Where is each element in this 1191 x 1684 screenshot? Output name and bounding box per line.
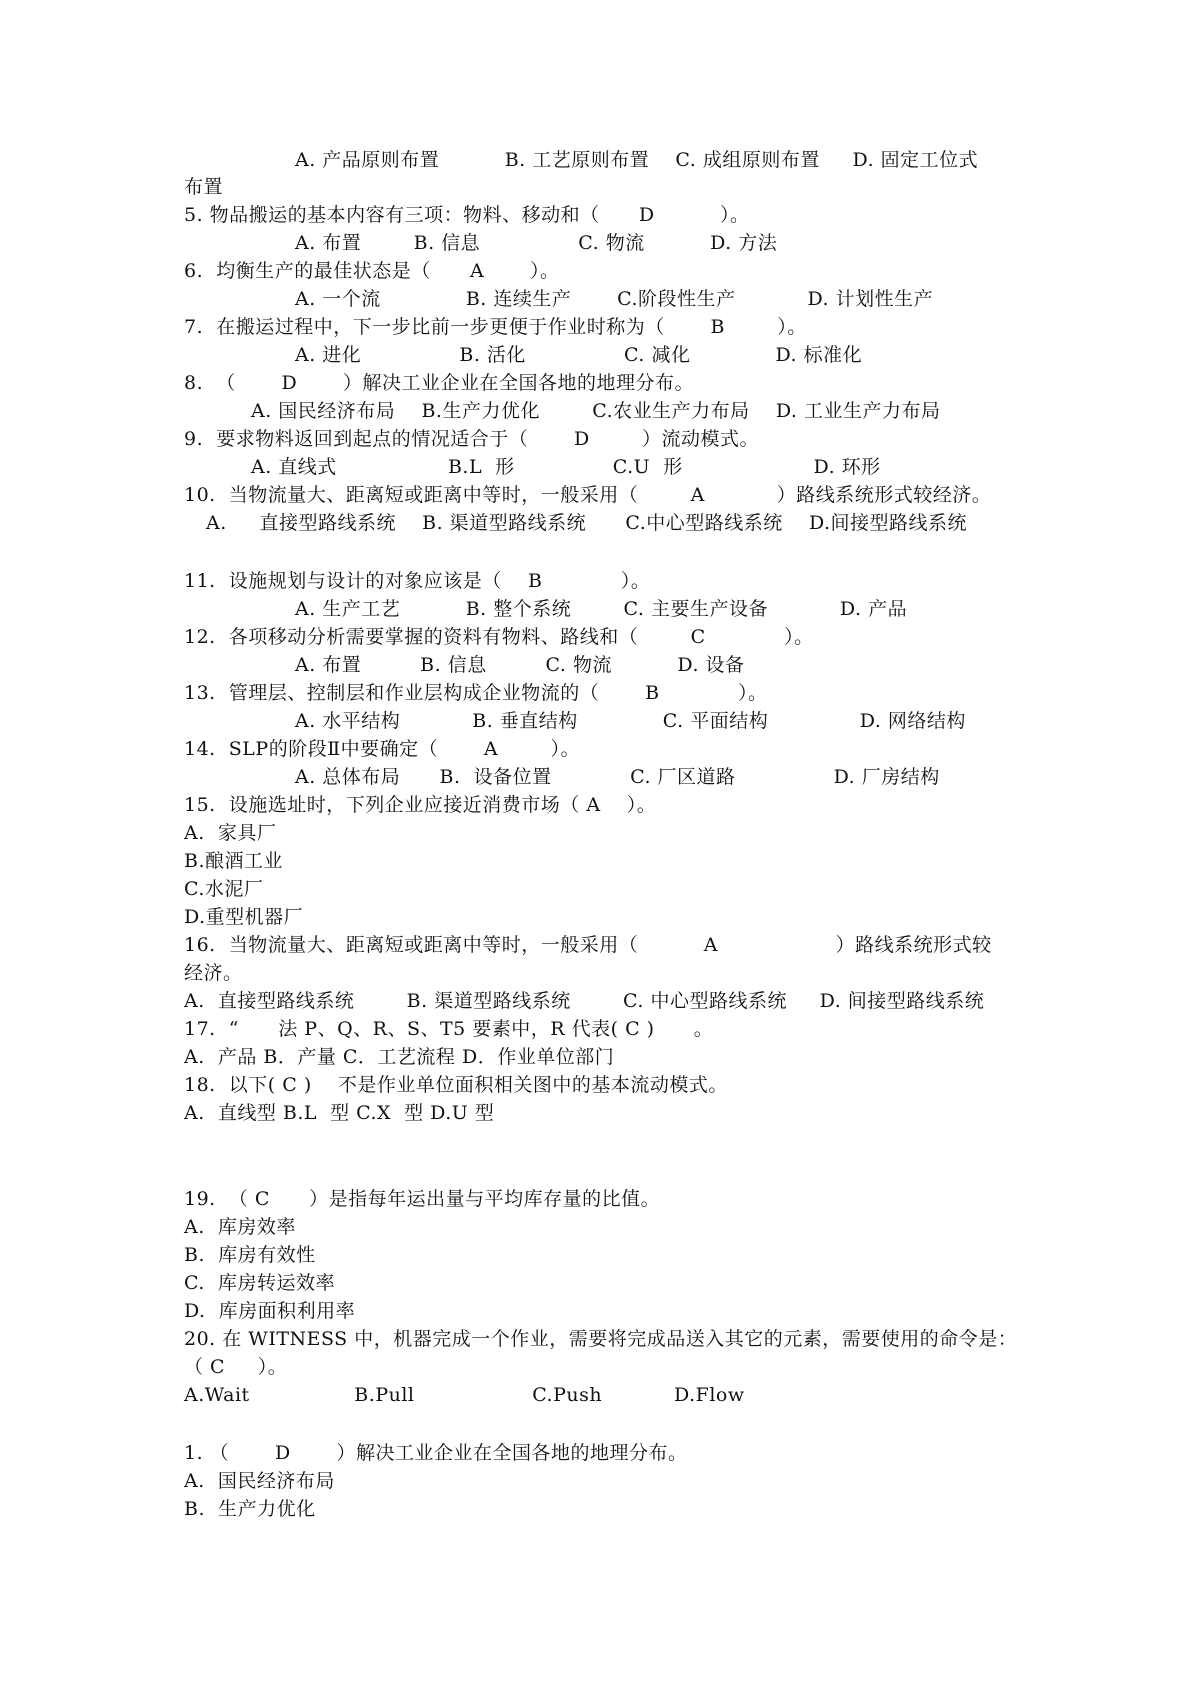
q15-option-c: C.水泥厂 xyxy=(184,878,264,900)
q4-options: A. 产品原则布置 B. 工艺原则布置 C. 成组原则布置 D. 固定工位式 xyxy=(295,149,979,171)
q14-options: A. 总体布局 B. 设备位置 C. 厂区道路 D. 厂房结构 xyxy=(295,766,940,788)
q5-options: A. 布置 B. 信息 C. 物流 D. 方法 xyxy=(295,232,778,254)
q11-options: A. 生产工艺 B. 整个系统 C. 主要生产设备 D. 产品 xyxy=(295,598,908,620)
q13-options: A. 水平结构 B. 垂直结构 C. 平面结构 D. 网络结构 xyxy=(295,710,966,732)
q14-question: 14. SLP的阶段Ⅱ中要确定（ A ）。 xyxy=(184,738,580,760)
q15-option-b: B.酿酒工业 xyxy=(184,850,284,872)
q7-options: A. 进化 B. 活化 C. 减化 D. 标准化 xyxy=(295,344,863,366)
q15-option-d: D.重型机器厂 xyxy=(184,906,304,928)
q6-options: A. 一个流 B. 连续生产 C.阶段性生产 D. 计划性生产 xyxy=(295,288,934,310)
q7-question: 7. 在搬运过程中，下一步比前一步更便于作业时称为（ B ）。 xyxy=(184,316,807,338)
q6-question: 6. 均衡生产的最佳状态是（ A ）。 xyxy=(184,260,560,282)
q19-option-d: D. 库房面积利用率 xyxy=(184,1300,356,1322)
q8-question: 8. （ D ）解决工业企业在全国各地的地理分布。 xyxy=(184,372,694,394)
q10-question: 10. 当物流量大、距离短或距离中等时，一般采用（ A ）路线系统形式较经济。 xyxy=(184,484,992,506)
q18-question: 18. 以下( C ) 不是作业单位面积相关图中的基本流动模式。 xyxy=(184,1074,728,1096)
q9-options: A. 直线式 B.L 形 C.U 形 D. 环形 xyxy=(251,456,881,478)
q19-option-a: A. 库房效率 xyxy=(184,1216,296,1238)
q1b-option-b: B. 生产力优化 xyxy=(184,1498,316,1520)
q18-options: A. 直线型 B.L 型 C.X 型 D.U 型 xyxy=(184,1102,495,1124)
q9-question: 9. 要求物料返回到起点的情况适合于（ D ）流动模式。 xyxy=(184,428,760,450)
q8-options: A. 国民经济布局 B.生产力优化 C.农业生产力布局 D. 工业生产力布局 xyxy=(251,400,941,422)
q19-question: 19. （ C ）是指每年运出量与平均库存量的比值。 xyxy=(184,1188,661,1210)
q11-question: 11. 设施规划与设计的对象应该是（ B ）。 xyxy=(184,570,651,592)
q17-options: A. 产品 B．产量 C．工艺流程 D．作业单位部门 xyxy=(184,1046,615,1068)
q16-question-wrap: 经济。 xyxy=(184,962,243,984)
q5-question: 5. 物品搬运的基本内容有三项：物料、移动和（ D ）。 xyxy=(184,204,750,226)
q10-options: A. 直接型路线系统 B. 渠道型路线系统 C.中心型路线系统 D.间接型路线系统 xyxy=(206,512,968,534)
q12-options: A. 布置 B. 信息 C. 物流 D. 设备 xyxy=(295,654,745,676)
q20-question-wrap: （ C ）。 xyxy=(184,1356,288,1378)
q16-question: 16. 当物流量大、距离短或距离中等时，一般采用（ A ）路线系统形式较 xyxy=(184,934,992,956)
q1b-question: 1. （ D ）解决工业企业在全国各地的地理分布。 xyxy=(184,1442,688,1464)
q20-options: A.Wait B.Pull C.Push D.Flow xyxy=(184,1384,745,1406)
q16-options: A. 直接型路线系统 B. 渠道型路线系统 C. 中心型路线系统 D. 间接型路线系统 xyxy=(184,990,985,1012)
q15-question: 15. 设施选址时，下列企业应接近消费市场（ A ）。 xyxy=(184,794,657,816)
q20-question: 20. 在 WITNESS 中，机器完成一个作业，需要将完成品送入其它的元素，需要使用的命令是： xyxy=(184,1328,1018,1350)
q17-question: 17. “ 法 P、Q、R、S、T5 要素中，R 代表( C ) 。 xyxy=(184,1018,714,1040)
q12-question: 12. 各项移动分析需要掌握的资料有物料、路线和（ C ）。 xyxy=(184,626,814,648)
q13-question: 13. 管理层、控制层和作业层构成企业物流的（ B ）。 xyxy=(184,682,768,704)
q1b-option-a: A. 国民经济布局 xyxy=(184,1470,335,1492)
q19-option-c: C. 库房转运效率 xyxy=(184,1272,335,1294)
q19-option-b: B. 库房有效性 xyxy=(184,1244,316,1266)
q4-options-wrap: 布置 xyxy=(184,176,224,198)
q15-option-a: A. 家具厂 xyxy=(184,822,277,844)
